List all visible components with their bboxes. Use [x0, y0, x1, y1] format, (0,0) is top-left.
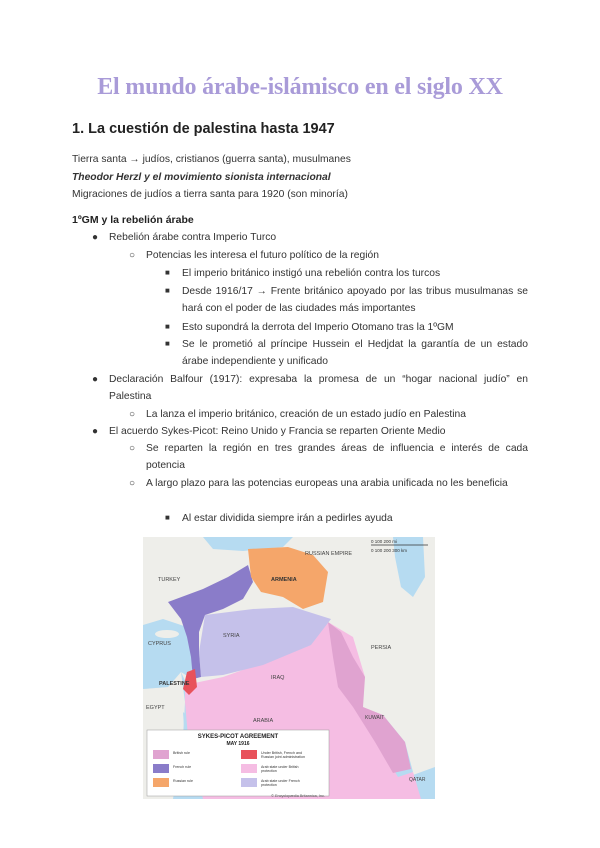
label-arabia: ARABIA: [253, 718, 274, 724]
label-armenia: ARMENIA: [271, 577, 297, 583]
label-cyprus: CYPRUS: [148, 641, 171, 647]
list-item: Desde 1916/17 → Frente británico apoyado por las tribus musulmanas se hará con el poder de las ciudades más importantes: [182, 286, 528, 314]
legend-label: French rule: [173, 765, 192, 769]
cyprus-island: [155, 630, 179, 638]
label-palestine: PALESTINE: [159, 681, 190, 687]
bullet-square: ■: [165, 513, 170, 522]
label-egypt: EGYPT: [146, 705, 165, 711]
legend-subtitle: MAY 1916: [226, 741, 250, 747]
bullet-square: ■: [165, 339, 170, 348]
bullet-square: ■: [165, 322, 170, 331]
intro-line-3: Migraciones de judíos a tierra santa para 1920 (son minoría): [72, 189, 348, 200]
label-russian-empire: RUSSIAN EMPIRE: [305, 551, 353, 557]
bullet-circle: ○: [129, 409, 136, 420]
list-item: Esto supondrá la derrota del Imperio Otomano tras la 1ºGM: [182, 322, 454, 333]
list-item: A largo plazo para las potencias europeas una arabia unificada no les beneficia: [146, 478, 508, 489]
legend-credit: © Encyclopædia Britannica, Inc.: [271, 794, 325, 798]
legend-swatch: [241, 778, 257, 787]
list-item: Se le prometió al príncipe Hussein el Hedjdat la garantía de un estado árabe independiente y unificado: [182, 339, 528, 367]
sykes-picot-map: [143, 537, 435, 799]
legend-swatch: [153, 778, 169, 787]
bullet-circle: ○: [129, 250, 136, 261]
list-item: Potencias les interesa el futuro político de la región: [146, 250, 379, 261]
list-item: El imperio británico instigó una rebelión contra los turcos: [182, 268, 441, 279]
legend-label: Russian rule: [173, 779, 193, 783]
label-syria: SYRIA: [223, 633, 240, 639]
list-item: Rebelión árabe contra Imperio Turco: [109, 232, 277, 243]
label-iraq: IRAQ: [271, 675, 285, 681]
label-persia: PERSIA: [371, 645, 392, 651]
scale-label-mi: 0 100 200 mi: [371, 539, 398, 544]
label-kuwait: KUWAIT: [365, 715, 385, 721]
bullet-circle: ○: [129, 478, 136, 489]
subsection-heading: 1ºGM y la rebelión árabe: [72, 214, 194, 226]
list-item: La lanza el imperio británico, creación de un estado judío en Palestina: [146, 409, 466, 420]
scale-label-km: 0 100 200 300 km: [371, 548, 408, 553]
bullet-square: ■: [165, 268, 170, 277]
legend-label: Arab state under French protection: [261, 779, 300, 788]
legend-swatch: [241, 750, 257, 759]
intro-line-2: Theodor Herzl y el movimiento sionista internacional: [72, 172, 331, 183]
label-turkey: TURKEY: [158, 577, 181, 583]
legend-swatch: [153, 764, 169, 773]
legend-swatch: [153, 750, 169, 759]
list-item: Se reparten la región en tres grandes áreas de influencia e interés de cada potencia: [146, 443, 528, 471]
bullet-disc: ●: [92, 232, 99, 243]
legend-label: Arab state under British protection: [261, 765, 299, 774]
list-item: Declaración Balfour (1917): expresaba la promesa de un “hogar nacional judío” en Palestina: [109, 374, 528, 402]
list-item: El acuerdo Sykes-Picot: Reino Unido y Francia se reparten Oriente Medio: [109, 426, 446, 437]
legend-swatch: [241, 764, 257, 773]
section-heading: 1. La cuestión de palestina hasta 1947: [72, 121, 335, 137]
intro-line-1: Tierra santa → judíos, cristianos (guerra santa), musulmanes: [72, 154, 351, 165]
bullet-disc: ●: [92, 426, 99, 437]
label-qatar: QATAR: [409, 777, 426, 783]
list-item: Al estar dividida siempre irán a pedirles ayuda: [182, 513, 393, 524]
bullet-square: ■: [165, 286, 170, 295]
page-title: El mundo árabe-islámisco en el siglo XX: [97, 74, 503, 100]
legend-label: Under British, French and Russian joint administration: [261, 751, 305, 760]
bullet-circle: ○: [129, 443, 136, 454]
bullet-disc: ●: [92, 374, 99, 385]
legend-label: British rule: [173, 751, 190, 755]
legend-title: SYKES-PICOT AGREEMENT: [197, 734, 279, 740]
